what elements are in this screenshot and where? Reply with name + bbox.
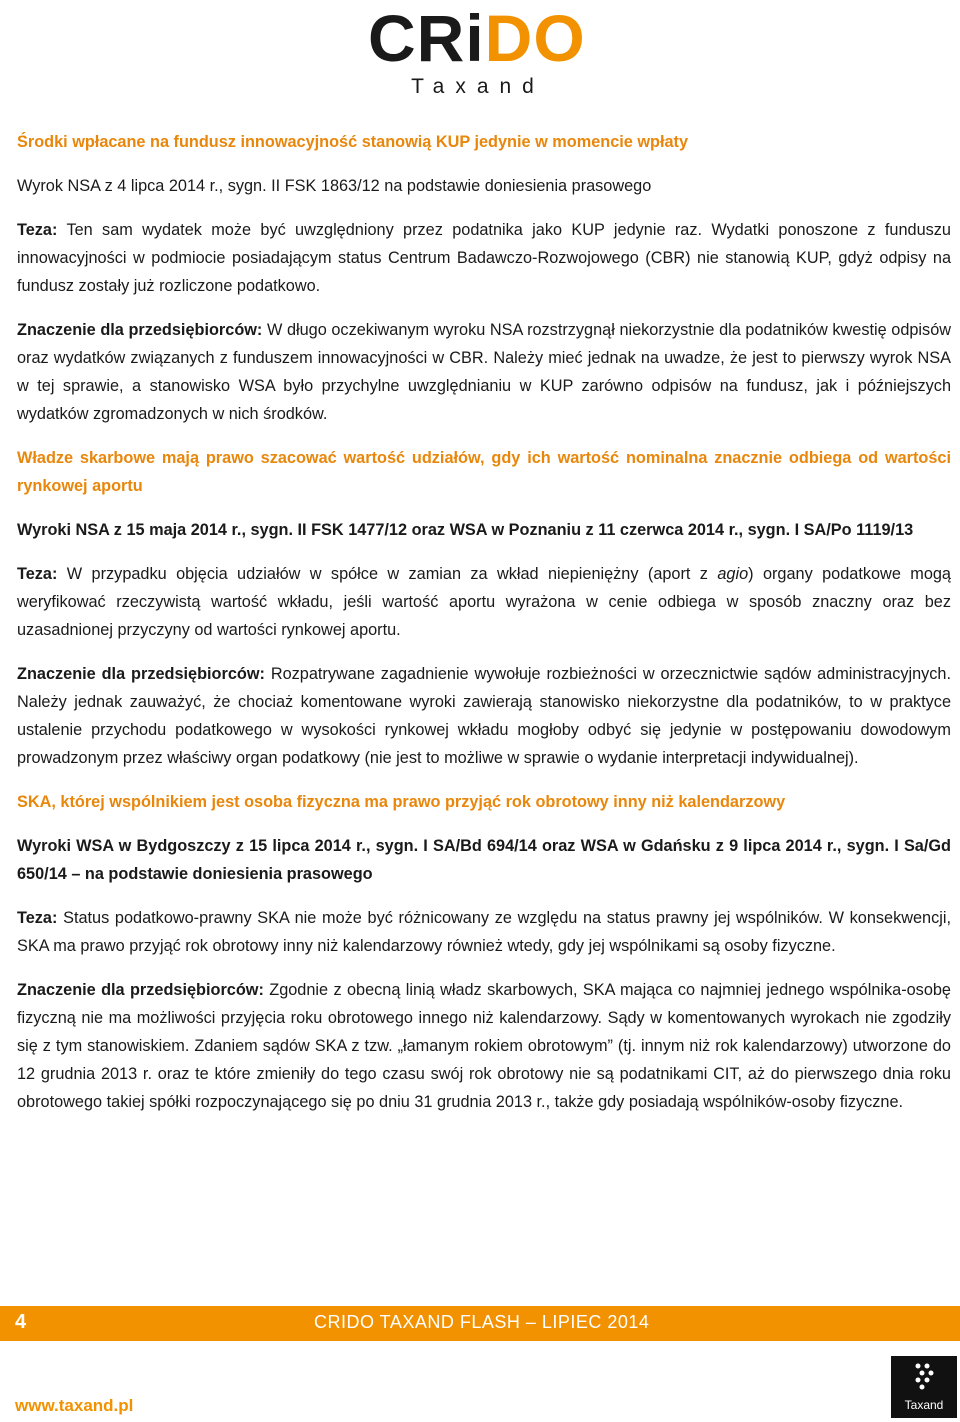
taxand-badge-label: Taxand: [904, 1398, 944, 1412]
significance-paragraph: Znaczenie dla przedsiębiorców: Zgodnie z obecną linią władz skarbowych, SKA mająca co najmniej jednego wspólnika-osobę fizyczną nie ma możliwości przyjęcia roku obrotowego innego niż kalendarzowy. Sądy w komentowanych wyrokach nie zgodziły się z tym stanowiskiem. Zdaniem sądów SKA z tzw. „łamanym rokiem obrotowym” (tj. innym niż rok kalendarzowy) utworzone do 12 grudnia 2013 r. oraz te które zmieniły do tego czasu swój rok obrotowy nie są podatnikami CIT, aż do pierwszego dnia roku obrotowego takiej spółki rozpoczynającego się po dniu 31 grudnia 2013 r., także gdy posiadają wspólników-osoby fizyczne.: [17, 981, 951, 1111]
thesis-paragraph: Teza: W przypadku objęcia udziałów w spółce w zamian za wkład niepieniężny (aport z agio) organy podatkowe mogą weryfikować rzeczywistą wartość wkładu, jeśli wartość aportu wyrażona w cenie odbiega w sposób znaczny oraz bez uzasadnionej przyczyny od wartości rynkowej aportu.: [17, 565, 951, 639]
significance-label: Znaczenie dla przedsiębiorców:: [17, 981, 264, 999]
section-heading: Środki wpłacane na fundusz innowacyjność stanowią KUP jedynie w momencie wpłaty: [17, 133, 689, 151]
significance-label: Znaczenie dla przedsiębiorców:: [17, 321, 263, 339]
thesis-label: Teza:: [17, 565, 58, 583]
logo-wordmark: CRiDO: [368, 1, 586, 75]
thesis-paragraph: Teza: Ten sam wydatek może być uwzględniony przez podatnika jako KUP jedynie raz. Wydatki ponoszone z funduszu innowacyjności w podmiocie posiadającym status Centrum Badawczo-Rozwojowego (CBR) nie stanowią KUP, gdyż odpisy na fundusz zostały już rozliczone podatkowo.: [17, 221, 951, 295]
logo-subtitle: Taxand: [411, 75, 545, 98]
taxand-logo: [891, 1356, 957, 1418]
taxand-dots-icon: [913, 1362, 935, 1392]
thesis-label: Teza:: [17, 909, 58, 927]
thesis-label: Teza:: [17, 221, 58, 239]
case-reference: Wyroki NSA z 15 maja 2014 r., sygn. II FSK 1477/12 oraz WSA w Poznaniu z 11 czerwca 2014 r., sygn. I SA/Po 1119/13: [17, 521, 914, 539]
case-reference: Wyroki WSA w Bydgoszczy z 15 lipca 2014 r., sygn. I SA/Bd 694/14 oraz WSA w Gdańsku z 9 lipca 2014 r., sygn. I Sa/Gd 650/14 – na podstawie doniesienia prasowego: [17, 837, 951, 883]
significance-paragraph: Znaczenie dla przedsiębiorców: Rozpatrywane zagadnienie wywołuje rozbieżności w orzecznictwie sądów administracyjnych. Należy jednak zauważyć, że chociaż komentowane wyroki zawierają stanowisko niekorzystne dla podatników, to w praktyce ustalenie przychodu podatkowego w wysokości rynkowej wkładu mogłoby odbyć się jedynie w postępowaniu dowodowym prowadzonym przez właściwy organ podatkowy (nie jest to możliwe w sprawie o wydanie interpretacji indywidualnej).: [17, 665, 952, 767]
footer-url[interactable]: www.taxand.pl: [15, 1396, 134, 1415]
article-body: [17, 128, 951, 1116]
section-heading: SKA, której wspólnikiem jest osoba fizyczna ma prawo przyjąć rok obrotowy inny niż kalendarzowy: [17, 793, 786, 811]
page-number: 4: [15, 1311, 27, 1333]
thesis-paragraph: Teza: Status podatkowo-prawny SKA nie może być różnicowany ze względu na status prawny jej wspólników. W konsekwencji, SKA ma prawo przyjąć rok obrotowy inny niż kalendarzowy również wtedy, gdy jej wspólnikami są osoby fizyczne.: [17, 909, 951, 955]
footer-title: CRIDO TAXAND FLASH – LIPIEC 2014: [314, 1312, 650, 1332]
section-heading: Władze skarbowe mają prawo szacować wartość udziałów, gdy ich wartość nominalna znacznie odbiega od wartości rynkowej aportu: [17, 449, 951, 495]
significance-label: Znaczenie dla przedsiębiorców:: [17, 665, 265, 683]
significance-paragraph: Znaczenie dla przedsiębiorców: W długo oczekiwanym wyroku NSA rozstrzygnął niekorzystnie dla podatników kwestię odpisów oraz wydatków związanych z funduszem innowacyjności w CBR. Należy mieć jednak na uwadze, że jest to pierwszy wyrok NSA w tej sprawie, a stanowisko WSA było przychylne uwzględnianiu w KUP zarówno odpisów na fundusz, jak i późniejszych wydatków zgromadzonych w nich środków.: [17, 321, 952, 423]
case-reference: Wyrok NSA z 4 lipca 2014 r., sygn. II FSK 1863/12 na podstawie doniesienia prasowego: [17, 177, 652, 195]
crido-logo: [368, 1, 586, 102]
